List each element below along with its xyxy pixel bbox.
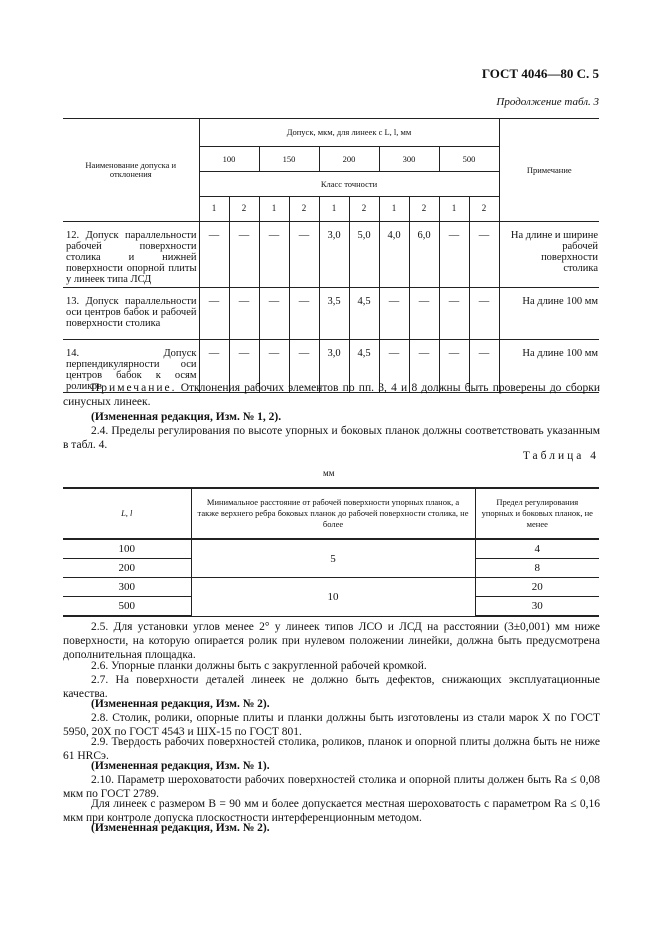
- header-min-distance: Минимальное расстояние от рабочей поверхности упорных планок, а также верхнего ребра боковых планок до рабочей поверхности столика, не более: [191, 488, 475, 539]
- table-row: [63, 222, 599, 288]
- edit-note: (Измененная редакция, Изм. № 2).: [91, 698, 270, 710]
- cell-value: —: [379, 340, 409, 393]
- table-3: [63, 118, 599, 393]
- cell-min-distance: 5: [191, 539, 475, 578]
- cell-value: —: [289, 340, 319, 393]
- table-4: [63, 487, 599, 617]
- header-class: 2: [289, 197, 319, 222]
- cell-value: —: [439, 222, 469, 288]
- cell-value: —: [199, 340, 229, 393]
- edit-note: (Измененная редакция, Изм. № 1).: [91, 760, 270, 772]
- row-name: 14. Допуск перпендикулярности оси центров бабок к осям роликов: [63, 340, 199, 393]
- cell-value: —: [289, 222, 319, 288]
- header-accuracy-class: Класс точности: [199, 172, 499, 197]
- cell-value: 4,0: [379, 222, 409, 288]
- header-class: 2: [409, 197, 439, 222]
- header-size: 500: [439, 147, 499, 172]
- header-tolerance: Допуск, мкм, для линеек с L, l, мм: [199, 119, 499, 147]
- header-class: 1: [259, 197, 289, 222]
- cell-length: 100: [63, 539, 191, 559]
- cell-length: 300: [63, 578, 191, 597]
- cell-value: 3,0: [319, 340, 349, 393]
- header-class: 1: [379, 197, 409, 222]
- cell-length: 500: [63, 597, 191, 617]
- edit-note: (Измененная редакция, Изм. № 2).: [91, 822, 270, 834]
- cell-value: —: [199, 222, 229, 288]
- cell-value: 4,5: [349, 340, 379, 393]
- header-note: Примечание: [499, 119, 599, 222]
- table-continuation-label: Продолжение табл. 3: [496, 96, 599, 108]
- cell-value: —: [439, 288, 469, 340]
- note-label: Примечание.: [91, 382, 177, 394]
- note-body: Отклонения рабочих элементов по пп. 3, 4 и 8 должны быть проверены до сборки синусных линеек.: [63, 382, 600, 408]
- header-adjust-limit: Предел регулирования упорных и боковых планок, не менее: [475, 488, 599, 539]
- edit-note: (Измененная редакция, Изм. № 1, 2).: [91, 411, 282, 423]
- row-name: 12. Допуск параллельности рабочей поверхности столика и нижней поверхности опорной плиты у линеек типа ЛСД: [66, 230, 197, 286]
- cell-value: —: [229, 288, 259, 340]
- cell-limit: 4: [475, 539, 599, 559]
- cell-value: —: [229, 340, 259, 393]
- table-4-units: мм: [323, 468, 335, 478]
- table-note: [63, 381, 600, 409]
- page-header: ГОСТ 4046—80 С. 5: [481, 66, 599, 81]
- header-size: 100: [199, 147, 259, 172]
- cell-value: —: [259, 222, 289, 288]
- table-row: [63, 539, 599, 559]
- paragraph-2-5: 2.5. Для установки углов менее 2° у линеек типов ЛСО и ЛСД на расстоянии (3±0,001) мм ниже поверхности, на которую опирается ролик при нулевом положении линейки, должна быть предусмотрена дополнительная площадка.: [63, 621, 600, 661]
- header-class: 1: [319, 197, 349, 222]
- cell-value: 5,0: [349, 222, 379, 288]
- table-4-caption: Таблица 4: [522, 450, 599, 462]
- cell-value: 3,0: [319, 222, 349, 288]
- cell-value: —: [259, 340, 289, 393]
- cell-value: —: [409, 340, 439, 393]
- header-size: 300: [379, 147, 439, 172]
- header-class: 2: [229, 197, 259, 222]
- row-note: На длине 100 мм: [499, 340, 599, 393]
- row-note: На длине и ширине рабочей поверхности столика: [499, 222, 599, 288]
- table-row: [63, 578, 599, 597]
- paragraph-2-6: 2.6. Упорные планки должны быть с закругленной рабочей кромкой.: [91, 660, 427, 672]
- paragraph-2-8: 2.8. Столик, ролики, опорные плиты и планки должны быть изготовлены из стали марок Х по ГОСТ 5950, 20Х по ГОСТ 4543 и ШХ-15 по ГОСТ 801.: [63, 712, 600, 738]
- cell-value: —: [469, 288, 499, 340]
- header-class: 2: [469, 197, 499, 222]
- paragraph-2-7: 2.7. На поверхности деталей линеек не должно быть дефектов, снижающих эксплуатационные качества.: [63, 674, 600, 700]
- cell-value: —: [199, 288, 229, 340]
- paragraph-2-10-b: Для линеек с размером B = 90 мм и более допускается местная шероховатость с параметром Ra ≤ 0,16 мкм при контроле допуска плоскостности интерференционным методом.: [63, 798, 600, 824]
- cell-value: —: [229, 222, 259, 288]
- cell-value: —: [289, 288, 319, 340]
- cell-limit: 20: [475, 578, 599, 597]
- cell-value: —: [259, 288, 289, 340]
- header-length: L, l: [63, 488, 191, 539]
- cell-min-distance: 10: [191, 578, 475, 617]
- cell-limit: 30: [475, 597, 599, 617]
- header-class: 1: [439, 197, 469, 222]
- header-size: 150: [259, 147, 319, 172]
- row-name: 13. Допуск параллельности оси центров бабок и рабочей поверхности столика: [63, 288, 199, 340]
- cell-value: —: [379, 288, 409, 340]
- row-note: На длине 100 мм: [499, 288, 599, 340]
- header-size: 200: [319, 147, 379, 172]
- paragraph-2-4: 2.4. Пределы регулирования по высоте упорных и боковых планок должны соответствовать указанным в табл. 4.: [63, 425, 600, 451]
- cell-value: 4,5: [349, 288, 379, 340]
- cell-limit: 8: [475, 559, 599, 578]
- cell-length: 200: [63, 559, 191, 578]
- cell-value: —: [469, 340, 499, 393]
- table-row: [63, 288, 599, 340]
- cell-value: 6,0: [409, 222, 439, 288]
- header-tolerance-name: Наименование допуска и отклонения: [63, 119, 199, 222]
- paragraph-2-10: 2.10. Параметр шероховатости рабочих поверхностей столика и опорной плиты должен быть Ra ≤ 0,08 мкм по ГОСТ 2789.: [63, 774, 600, 800]
- header-class: 2: [349, 197, 379, 222]
- cell-value: —: [469, 222, 499, 288]
- cell-value: —: [439, 340, 469, 393]
- cell-value: —: [409, 288, 439, 340]
- cell-value: 3,5: [319, 288, 349, 340]
- paragraph-2-9: 2.9. Твердость рабочих поверхностей столика, роликов, планок и опорной плиты должна быть не ниже 61 HRCэ.: [63, 736, 600, 762]
- header-class: 1: [199, 197, 229, 222]
